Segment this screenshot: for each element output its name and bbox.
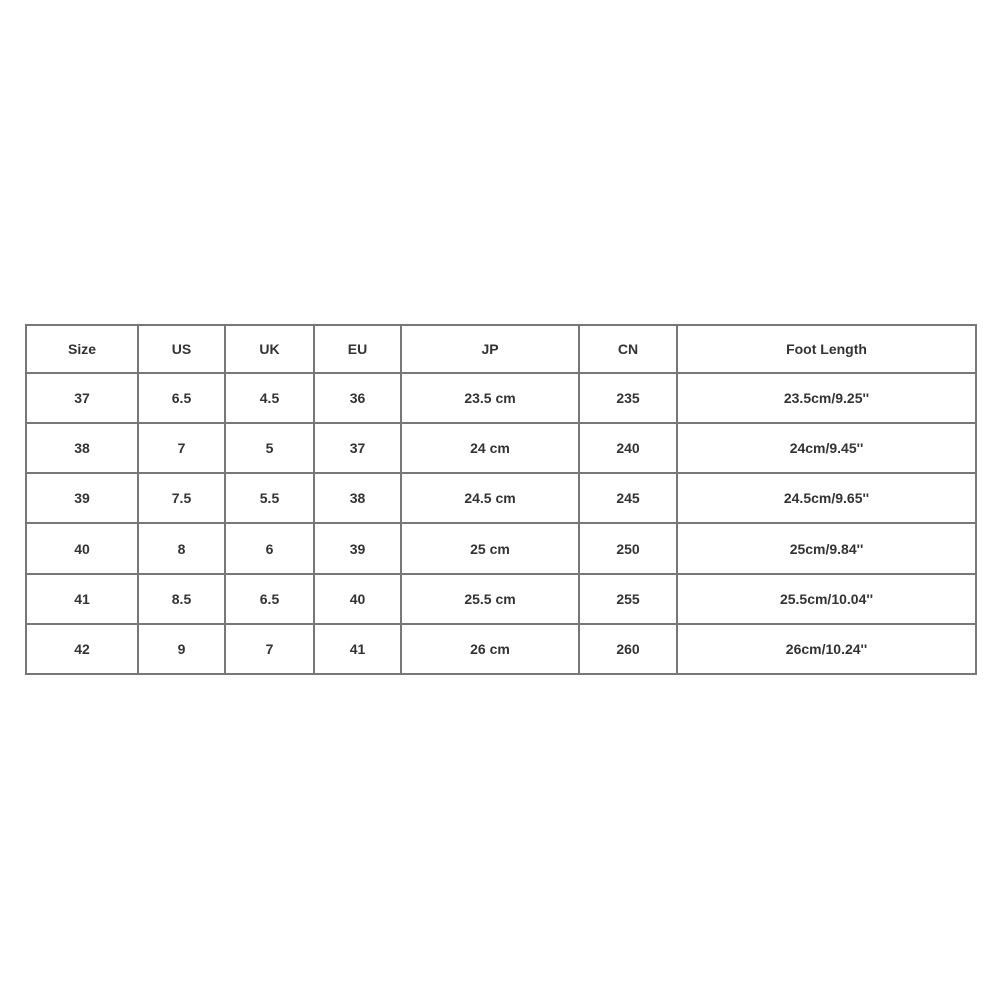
- cell-uk: 6: [225, 523, 314, 573]
- size-chart-table: [25, 324, 977, 675]
- cell-cn: 240: [579, 423, 677, 473]
- cell-jp: 24.5 cm: [401, 473, 579, 523]
- cell-eu: 39: [314, 523, 401, 573]
- cell-uk: 7: [225, 624, 314, 674]
- table-row: [26, 624, 976, 674]
- size-chart-header: [26, 325, 976, 373]
- cell-size: 39: [26, 473, 138, 523]
- cell-foot-length: 25cm/9.84'': [677, 523, 976, 573]
- cell-us: 9: [138, 624, 225, 674]
- cell-foot-length: 23.5cm/9.25'': [677, 373, 976, 423]
- header-uk: UK: [225, 325, 314, 373]
- cell-uk: 6.5: [225, 574, 314, 624]
- cell-foot-length: 25.5cm/10.04'': [677, 574, 976, 624]
- cell-foot-length: 26cm/10.24'': [677, 624, 976, 674]
- cell-us: 7.5: [138, 473, 225, 523]
- cell-us: 8.5: [138, 574, 225, 624]
- cell-uk: 5: [225, 423, 314, 473]
- cell-eu: 41: [314, 624, 401, 674]
- table-row: [26, 373, 976, 423]
- header-us: US: [138, 325, 225, 373]
- cell-cn: 250: [579, 523, 677, 573]
- cell-size: 37: [26, 373, 138, 423]
- table-row: [26, 523, 976, 573]
- table-row: [26, 574, 976, 624]
- header-foot-length: Foot Length: [677, 325, 976, 373]
- cell-cn: 260: [579, 624, 677, 674]
- cell-eu: 40: [314, 574, 401, 624]
- size-chart-body: [26, 373, 976, 674]
- cell-cn: 235: [579, 373, 677, 423]
- header-eu: EU: [314, 325, 401, 373]
- cell-jp: 25 cm: [401, 523, 579, 573]
- cell-foot-length: 24.5cm/9.65'': [677, 473, 976, 523]
- cell-size: 38: [26, 423, 138, 473]
- cell-cn: 245: [579, 473, 677, 523]
- table-row: [26, 423, 976, 473]
- header-jp: JP: [401, 325, 579, 373]
- cell-us: 7: [138, 423, 225, 473]
- cell-jp: 24 cm: [401, 423, 579, 473]
- cell-jp: 26 cm: [401, 624, 579, 674]
- header-row: [26, 325, 976, 373]
- cell-size: 42: [26, 624, 138, 674]
- cell-uk: 4.5: [225, 373, 314, 423]
- cell-size: 40: [26, 523, 138, 573]
- cell-uk: 5.5: [225, 473, 314, 523]
- cell-cn: 255: [579, 574, 677, 624]
- table-row: [26, 473, 976, 523]
- cell-jp: 25.5 cm: [401, 574, 579, 624]
- cell-eu: 37: [314, 423, 401, 473]
- header-size: Size: [26, 325, 138, 373]
- cell-eu: 38: [314, 473, 401, 523]
- cell-eu: 36: [314, 373, 401, 423]
- cell-us: 8: [138, 523, 225, 573]
- cell-size: 41: [26, 574, 138, 624]
- header-cn: CN: [579, 325, 677, 373]
- cell-foot-length: 24cm/9.45'': [677, 423, 976, 473]
- cell-us: 6.5: [138, 373, 225, 423]
- cell-jp: 23.5 cm: [401, 373, 579, 423]
